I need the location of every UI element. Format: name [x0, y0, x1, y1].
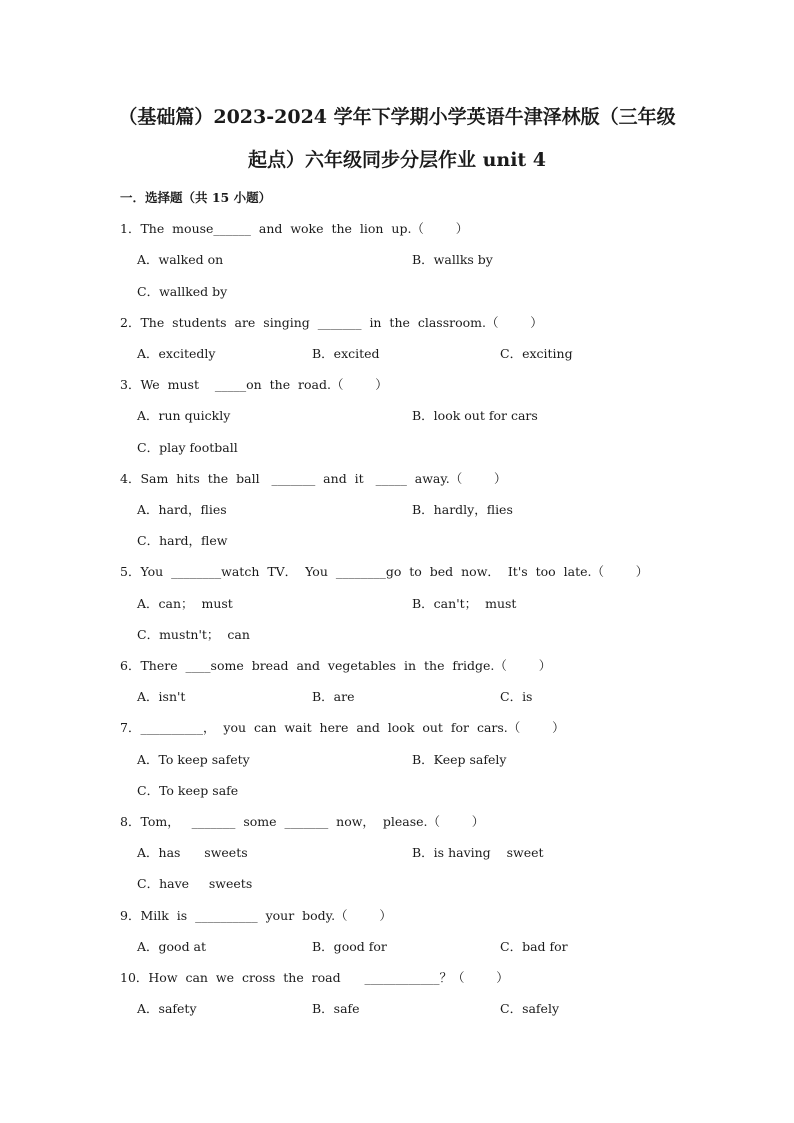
question-9: 9．Milk is __________ your body.（ ） — [120, 908, 392, 923]
q5-option-b: B．can't； must — [412, 596, 517, 611]
q7-option-c: C．To keep safe — [137, 783, 239, 798]
q8-option-a: A．has sweets — [137, 845, 248, 860]
q10-option-a: A．safety — [137, 1001, 197, 1016]
q5-option-a: A．can； must — [137, 596, 233, 611]
q1-option-a: A．walked on — [137, 252, 224, 267]
q9-option-a: A．good at — [137, 939, 207, 954]
q9-option-c: C．bad for — [500, 939, 568, 954]
q2-option-b: B．excited — [312, 346, 380, 361]
q6-option-a: A．isn't — [137, 689, 186, 704]
question-2: 2．The students are singing _______ in the classroom.（ ） — [120, 315, 543, 330]
q10-option-b: B．safe — [312, 1001, 360, 1016]
q2-option-c: C．exciting — [500, 346, 573, 361]
q8-option-c: C．have sweets — [137, 876, 253, 891]
question-1: 1．The mouse______ and woke the lion up.（ ） — [120, 221, 469, 236]
question-4: 4．Sam hits the ball _______ and it _____ away.（ ） — [120, 471, 507, 486]
document-title-line-1: （基础篇）2023-2024 学年下学期小学英语牛津泽林版（三年级 — [118, 106, 676, 128]
section-heading: 一．选择题（共 15 小题） — [120, 190, 272, 205]
q4-option-a: A．hard，flies — [137, 502, 227, 517]
q1-option-c: C．wallked by — [137, 284, 228, 299]
q5-option-c: C．mustn't； can — [137, 627, 250, 642]
question-10: 10．How can we cross the road ____________？（ ） — [120, 970, 509, 985]
q4-option-c: C．hard，flew — [137, 533, 228, 548]
q1-option-b: B．wallks by — [412, 252, 493, 267]
question-8: 8．Tom， _______ some _______ now， please.（ ） — [120, 814, 485, 829]
q7-option-a: A．To keep safety — [137, 752, 250, 767]
q10-option-c: C．safely — [500, 1001, 560, 1016]
q3-option-c: C．play football — [137, 440, 238, 455]
question-7: 7．__________， you can wait here and look out for cars.（ ） — [120, 720, 565, 735]
q6-option-c: C．is — [500, 689, 533, 704]
q2-option-a: A．excitedly — [137, 346, 216, 361]
q3-option-a: A．run quickly — [137, 408, 231, 423]
q6-option-b: B．are — [312, 689, 355, 704]
q7-option-b: B．Keep safely — [412, 752, 507, 767]
document-title-line-2: 起点）六年级同步分层作业 unit 4 — [247, 149, 547, 171]
q4-option-b: B．hardly，flies — [412, 502, 513, 517]
question-3: 3．We must _____on the road.（ ） — [120, 377, 388, 392]
q3-option-b: B．look out for cars — [412, 408, 538, 423]
question-5: 5．You ________watch TV． You ________go to bed now． It's too late.（ ） — [120, 564, 649, 579]
question-6: 6．There ____some bread and vegetables in the fridge.（ ） — [120, 658, 552, 673]
q8-option-b: B．is having sweet — [412, 845, 544, 860]
q9-option-b: B．good for — [312, 939, 387, 954]
